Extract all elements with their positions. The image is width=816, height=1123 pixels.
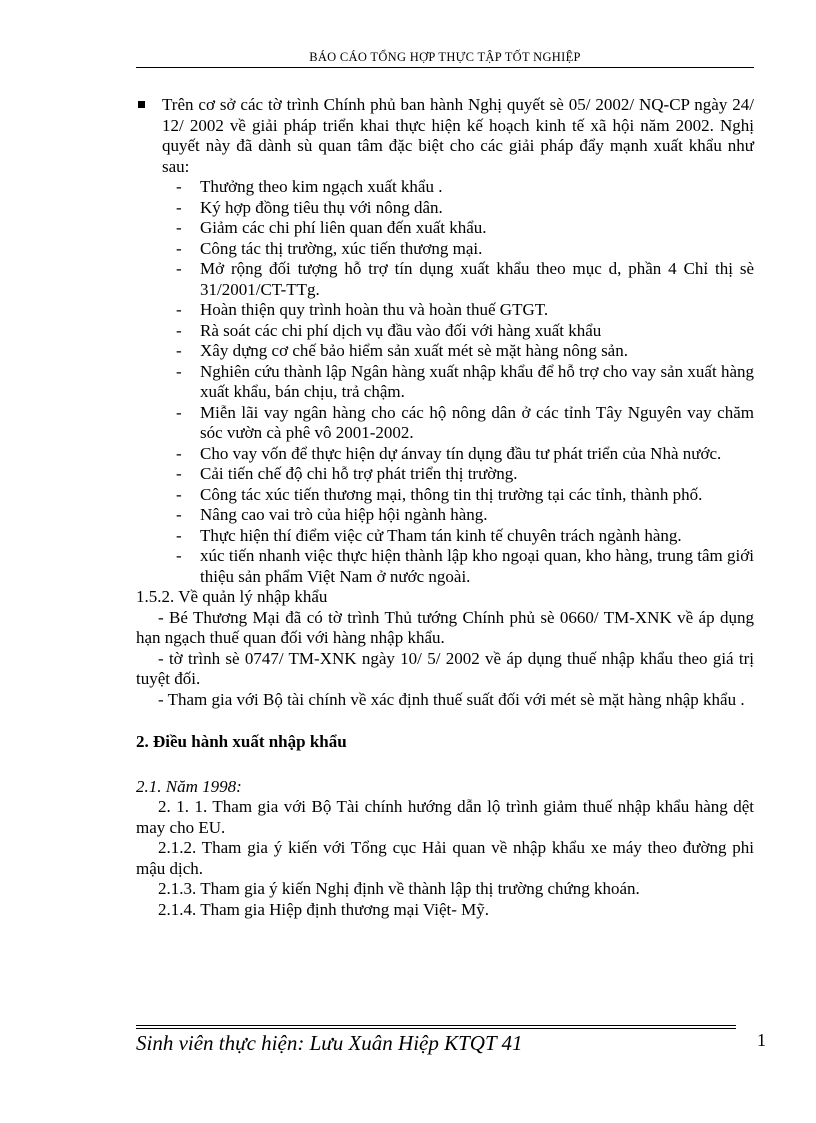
list-item: - Xây dựng cơ chế bảo hiểm sản xuất mét sè mặt hàng nông sản. — [176, 341, 628, 360]
list-item: - Thực hiện thí điểm việc cử Tham tán kinh tế chuyên trách ngành hàng. — [176, 525, 682, 545]
paragraph: 2. 1. 1. Tham gia với Bộ Tài chính hướng dẫn lộ trình giảm thuế nhập khẩu hàng dệt may cho EU. — [136, 797, 754, 837]
intro-bullet — [136, 95, 754, 177]
square-bullet-icon — [138, 101, 145, 108]
paragraph: 2.1.2. Tham gia ý kiến với Tổng cục Hải quan về nhập khẩu xe máy theo đường phi mậu dịch. — [136, 838, 754, 878]
list-item: - Thưởng theo kim ngạch xuất khẩu . — [176, 177, 443, 196]
list-item: - xúc tiến nhanh việc thực hiện thành lập kho ngoại quan, kho hàng, trung tâm giới thiệu sản phẩm Việt Nam ở nước ngoài. — [176, 546, 754, 586]
list-item: - Rà soát các chi phí dịch vụ đầu vào đối với hàng xuất khẩu — [176, 320, 602, 340]
footer-rule — [136, 1025, 736, 1026]
page-number: 1 — [757, 1030, 766, 1050]
section-2-heading: 2. Điều hành xuất nhập khẩu — [136, 732, 347, 751]
list-item: - Nghiên cứu thành lập Ngân hàng xuất nhập khẩu để hỗ trợ cho vay sản xuất hàng xuất khẩu, bán chịu, trả chậm. — [176, 361, 754, 401]
list-item: - Miễn lãi vay ngân hàng cho các hộ nông dân ở các tỉnh Tây Nguyên vay chăm sóc vườn cà phê vô 2001-2002. — [176, 402, 754, 442]
page-header: BÁO CÁO TỔNG HỢP THỰC TẬP TỐT NGHIỆP — [309, 50, 581, 64]
footer-rule — [136, 1028, 736, 1029]
list-item: - Nâng cao vai trò của hiệp hội ngành hàng. — [176, 505, 488, 524]
list-item: - Công tác xúc tiến thương mại, thông tin thị trường tại các tỉnh, thành phố. — [176, 484, 703, 504]
list-item: - Ký hợp đồng tiêu thụ với nông dân. — [176, 197, 443, 217]
paragraph: - Bé Thương Mại đã có tờ trình Thủ tướng Chính phủ sè 0660/ TM-XNK về áp dụng hạn ngạch thuế quan đối với hàng nhập khẩu. — [136, 607, 754, 647]
paragraph: 2.1.4. Tham gia Hiệp định thương mại Việt- Mỹ. — [158, 899, 490, 919]
footer-author: Sinh viên thực hiện: Lưu Xuân Hiệp KTQT 41 — [136, 1031, 523, 1055]
measures-list — [136, 177, 754, 587]
list-item: - Mở rộng đối tượng hỗ trợ tín dụng xuất khẩu theo mục d, phần 4 Chỉ thị sè 31/2001/CT-TTg. — [176, 259, 754, 299]
section-1-5-2-title: 1.5.2. Về quản lý nhập khẩu — [136, 587, 328, 606]
intro-text: Trên cơ sở các tờ trình Chính phủ ban hành Nghị quyết sè 05/ 2002/ NQ-CP ngày 24/ 12/ 2002 về giải pháp triển khai thực hiện kế hoạch kinh tế xã hội năm 2002. Nghị quyết này đã dành sù quan tâm đặc biệt cho các giải pháp đẩy mạnh xuất khẩu như sau: — [162, 95, 754, 176]
list-item: - Công tác thị trường, xúc tiến thương mại. — [176, 238, 483, 258]
paragraph: 2.1.3. Tham gia ý kiến Nghị định về thành lập thị trường chứng khoán. — [158, 879, 640, 898]
document-body — [136, 95, 754, 920]
list-item: - Hoàn thiện quy trình hoàn thu và hoàn thuế GTGT. — [176, 300, 549, 319]
list-item: - Cải tiến chế độ chi hỗ trợ phát triển thị trường. — [176, 464, 518, 483]
paragraph: - Tham gia với Bộ tài chính về xác định thuế suất đối với mét sè mặt hàng nhập khẩu . — [158, 689, 745, 709]
list-item: - Cho vay vốn để thực hiện dự ánvay tín dụng đầu tư phát triển của Nhà nước. — [176, 443, 722, 463]
header-rule — [136, 67, 754, 68]
list-item: - Giảm các chi phí liên quan đến xuất khẩu. — [176, 218, 487, 237]
paragraph: - tờ trình sè 0747/ TM-XNK ngày 10/ 5/ 2002 về áp dụng thuế nhập khẩu theo giá trị tuyệt đối. — [136, 648, 754, 688]
section-2-1-heading: 2.1. Năm 1998: — [136, 776, 242, 796]
